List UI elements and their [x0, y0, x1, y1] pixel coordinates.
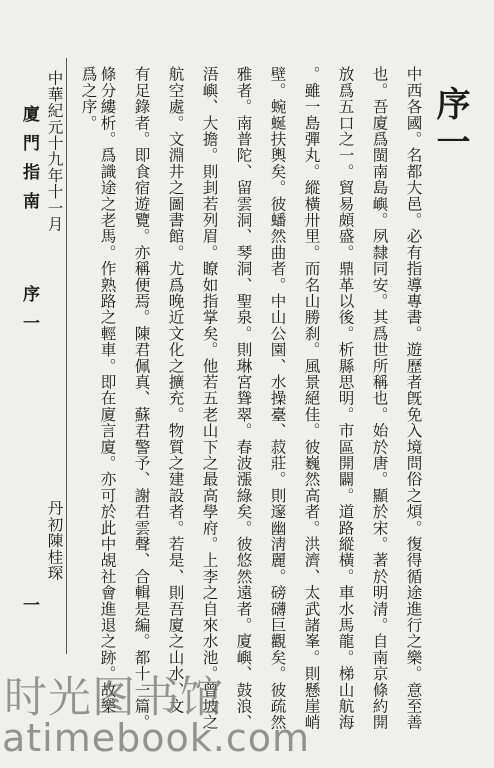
signature: 丹初陳桂琛: [45, 500, 64, 581]
page-number: 一: [19, 596, 39, 625]
watermark-text-en: atimebook.com: [2, 716, 311, 760]
text-line: 放爲五口之一。貿易頗盛。鼎革以後。析縣思明。市區開闢。道路縱橫。車水馬龍。梯山航海: [336, 66, 355, 731]
text-line: 航空處。文淵井之圖書館。尤爲晚近文化之擴充。物質之建設者。若是、則吾廈之山水、文: [166, 66, 185, 714]
date-line: 中華紀元十九年十一月: [45, 70, 64, 232]
text-line: 雅者。南普陀、留雲洞、琴洞、聖泉。則琳宮聳翠。春波漲綠矣。彼悠然遠者。廈嶼、鼓浪、: [234, 66, 253, 731]
margin-rule: [66, 58, 67, 654]
text-line: 浯嶼、大擔。則刲若列眉。瞭如指掌矣。他若五老山下之最高學府。上李之自來水池。曾坡之: [200, 66, 219, 731]
text-line: 。雖一島彈丸。縱橫卅里。而名山勝刹。風景絕佳。彼巍然高者。洪濟、太武諸峯。則懸崖峭: [302, 66, 321, 731]
text-line: 中西各國。名都大邑。必有指導專書。遊歷者旣免入境問俗之煩。復得循途進行之樂。意至善: [404, 66, 423, 731]
preface-title: 序一: [430, 86, 470, 162]
text-line: 有足錄者。即食宿遊覽。亦稱便焉。陳君佩真、蘇君警予、謝君雲聲、合輯是編。都十一篇。: [132, 66, 151, 731]
book-title: 廈門指南: [19, 105, 39, 221]
text-line: 條分縷析。爲識途之老馬。作熟路之輕車。即在廈言廈。亦可於此中覘社會進退之跡。故樂: [98, 66, 117, 714]
text-line: 也。吾廈爲閩南島嶼。夙隸同安。其爲世所稱也。始於唐。顯於宋。著於明清。自南京條約開: [370, 66, 389, 731]
text-line: 壁。蜿蜒扶輿矣。彼蟠然曲者。中山公園、水操臺、菽莊。則邃幽淸麗。磅礴巨觀矣。彼疏然: [268, 66, 287, 731]
section-label: 序一: [19, 285, 39, 343]
text-line: 爲之序。: [79, 66, 98, 131]
watermark-text-cn: 时光图书馆: [4, 673, 224, 723]
